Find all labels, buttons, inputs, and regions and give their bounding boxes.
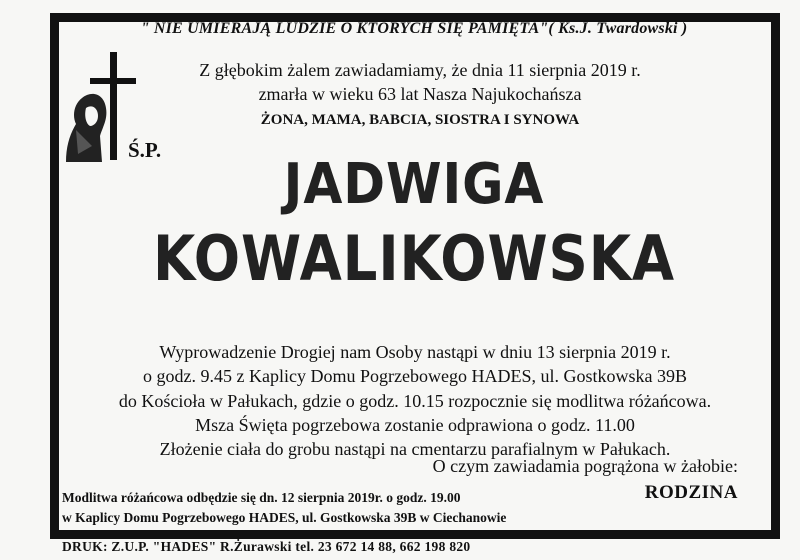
deceased-last-name: KOWALIKOWSKA bbox=[152, 222, 675, 295]
rosary-line: w Kaplicy Domu Pogrzebowego HADES, ul. Gostkowska 39B w Ciechanowie bbox=[62, 510, 507, 525]
family-relations: ŻONA, MAMA, BABCIA, SIOSTRA I SYNOWA bbox=[260, 112, 580, 128]
announcement-line: zmarła w wieku 63 lat Nasza Najukochańsza bbox=[258, 84, 582, 104]
rosary-line: Modlitwa różańcowa odbędzie się dn. 12 sierpnia 2019r. o godz. 19.00 bbox=[62, 490, 461, 505]
funeral-line: Złożenie ciała do grobu nastąpi na cmentarzu parafialnym w Pałukach. bbox=[159, 439, 671, 460]
death-announcement bbox=[170, 58, 670, 106]
memorial-quote: " NIE UMIERAJĄ LUDZIE O KTÓRYCH SIĘ PAMIĘTA"( Ks.J. Twardowski ) bbox=[140, 20, 688, 37]
rosary-notice bbox=[62, 488, 582, 528]
funeral-line: Msza Święta pogrzebowa zostanie odprawiona o godz. 11.00 bbox=[195, 414, 635, 435]
funeral-line: do Kościoła w Pałukach, gdzie o godz. 10.15 rozpocznie się modlitwa różańcowa. bbox=[118, 390, 712, 411]
deceased-first-name: JADWIGA bbox=[283, 152, 545, 217]
sp-abbreviation: Ś.P. bbox=[128, 138, 162, 162]
announcement-line: Z głębokim żalem zawiadamiamy, że dnia 11 sierpnia 2019 r. bbox=[199, 60, 641, 80]
mourning-intro: O czym zawiadamia pogrążona w żałobie: bbox=[432, 456, 738, 476]
funeral-details bbox=[95, 340, 735, 461]
family-signature: RODZINA bbox=[644, 482, 738, 503]
print-footer: DRUK: Z.U.P. "HADES" R.Żurawski tel. 23 672 14 88, 662 198 820 bbox=[62, 539, 471, 554]
funeral-line: Wyprowadzenie Drogiej nam Osoby nastąpi w dniu 13 sierpnia 2019 r. bbox=[159, 342, 671, 362]
funeral-line: o godz. 9.45 z Kaplicy Domu Pogrzebowego HADES, ul. Gostkowska 39B bbox=[143, 366, 687, 387]
